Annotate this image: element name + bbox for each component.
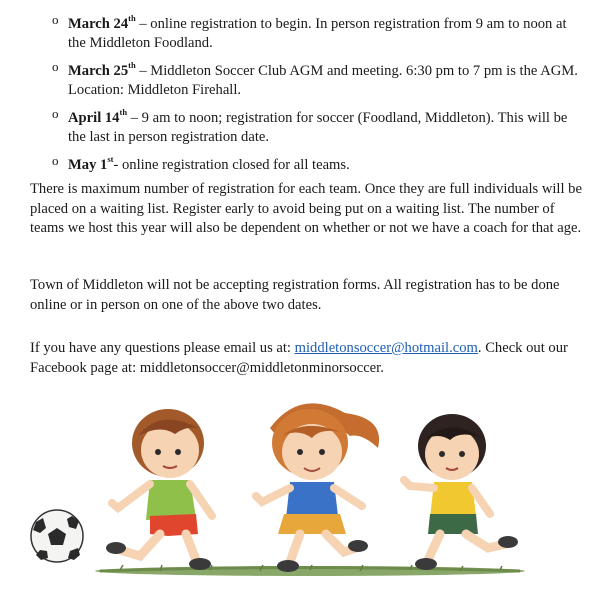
contact-paragraph xyxy=(30,339,588,378)
date-suffix: st xyxy=(107,153,114,164)
contact-suffix: . Check out our Facebook page at: middletonsoccer@middletonminorsoccer. xyxy=(30,340,568,376)
bullet-marker: o xyxy=(52,12,59,27)
date-suffix: th xyxy=(128,59,136,70)
bullet-marker: o xyxy=(52,152,59,168)
schedule-list xyxy=(52,10,582,178)
girl-runner-middle xyxy=(256,403,379,572)
waiting-list-paragraph: There is maximum number of registration for each team. Once they are full individuals will be placed on a waiting list. Register early to avoid being put on a waiting list. The number of teams we host this year will also be dependent on whether or not we have a coach for that age. xyxy=(30,181,582,237)
soccer-ball-icon xyxy=(31,510,83,562)
schedule-date: April 14 xyxy=(68,109,120,126)
schedule-date: March 24 xyxy=(68,15,129,32)
bullet-marker: o xyxy=(52,105,59,121)
grass-strip xyxy=(95,565,525,576)
schedule-text: – 9 am to noon; registration for soccer (Foodland, Middleton). This will be the last in person registration date. xyxy=(68,109,568,146)
schedule-date: May 1 xyxy=(68,156,108,173)
schedule-text: – online registration to begin. In person registration from 9 am to noon at the Middleton Foodland. xyxy=(68,15,567,52)
schedule-text: – Middleton Soccer Club AGM and meeting. 6:30 pm to 7 pm is the AGM. Location: Middleton Firehall. xyxy=(68,62,578,99)
schedule-item xyxy=(52,151,582,175)
schedule-item xyxy=(52,104,582,148)
boy-runner-right xyxy=(404,414,518,570)
schedule-text: - online registration closed for all teams. xyxy=(113,156,350,173)
date-suffix: th xyxy=(119,106,128,117)
contact-prefix: If you have any questions please email us at: xyxy=(30,340,295,356)
schedule-date: March 25 xyxy=(68,62,129,79)
date-suffix: th xyxy=(128,13,136,23)
bullet-marker: o xyxy=(52,58,59,74)
town-notice-paragraph: Town of Middleton will not be accepting registration forms. All registration has to be done online or in person on one of the above two dates. xyxy=(30,277,560,313)
kids-playing-soccer-illustration xyxy=(0,388,610,610)
email-link[interactable]: middletonsoccer@hotmail.com xyxy=(294,340,478,356)
boy-runner-left xyxy=(106,409,212,570)
schedule-item xyxy=(52,10,582,54)
schedule-item xyxy=(52,57,582,101)
